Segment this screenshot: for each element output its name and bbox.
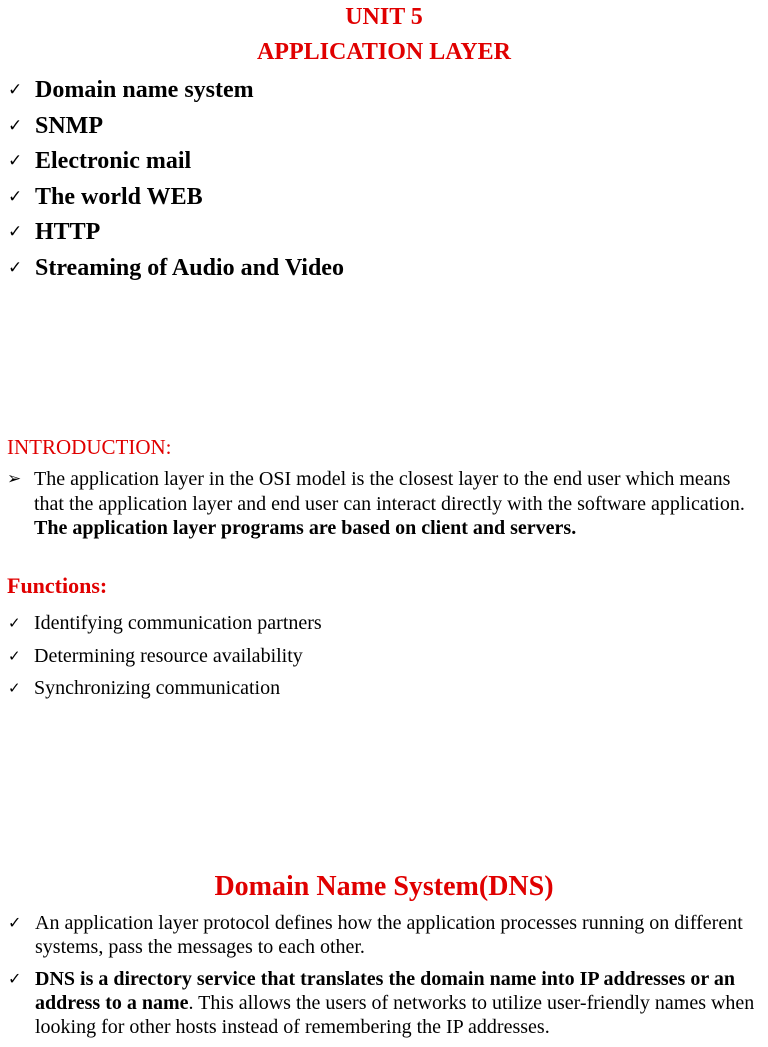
list-item: ✓ The world WEB — [8, 180, 344, 216]
intro-text: The application layer in the OSI model is the closest layer to the end user which means that the application layer and end user can interact directly with the software application. — [34, 468, 745, 515]
list-item: ✓ HTTP — [8, 215, 344, 251]
list-item: ✓ Synchronizing communication — [8, 672, 322, 705]
checkmark-icon: ✓ — [8, 222, 23, 243]
checkmark-icon: ✓ — [8, 80, 23, 100]
list-item: ✓ Determining resource availability — [8, 640, 322, 673]
list-item: ✓ Domain name system — [8, 73, 344, 109]
checkmark-icon: ✓ — [8, 115, 23, 136]
layer-title: APPLICATION LAYER — [256, 39, 512, 65]
functions-heading: Functions: — [7, 573, 108, 598]
list-item: ✓ An application layer protocol defines how the application processes running on different systems, pass the messages to each other. — [8, 912, 743, 958]
functions-list — [8, 607, 322, 705]
checkmark-icon: ✓ — [8, 614, 21, 632]
introduction-heading: INTRODUCTION: — [7, 435, 172, 459]
dns-heading: Domain Name System(DNS) — [214, 871, 554, 902]
checkmark-icon: ✓ — [8, 186, 23, 207]
intro-bold-text: The application layer programs are based on client and servers. — [34, 517, 577, 539]
checkmark-icon: ✓ — [8, 679, 21, 697]
topic-list — [8, 73, 344, 287]
dns-points — [8, 911, 760, 1047]
arrow-bullet-icon: ➢ — [7, 469, 22, 489]
list-item: ✓ DNS is a directory service that translates the domain name into IP addresses or an address to a name. This allows the users of networks to utilize user-friendly names when looking for other hosts instead of remembering the IP addresses. — [8, 968, 755, 1038]
checkmark-icon: ✓ — [8, 257, 23, 278]
list-item: ✓ Identifying communication partners — [8, 607, 322, 640]
list-item: ✓ SNMP — [8, 109, 344, 145]
unit-title: UNIT 5 — [345, 4, 423, 30]
introduction-paragraph — [7, 467, 762, 541]
checkmark-icon: ✓ — [8, 969, 22, 988]
checkmark-icon: ✓ — [8, 151, 23, 172]
checkmark-icon: ✓ — [8, 646, 21, 665]
checkmark-icon: ✓ — [8, 913, 22, 932]
list-item: ✓ Electronic mail — [8, 144, 344, 180]
list-item: ✓ Streaming of Audio and Video — [8, 251, 344, 287]
